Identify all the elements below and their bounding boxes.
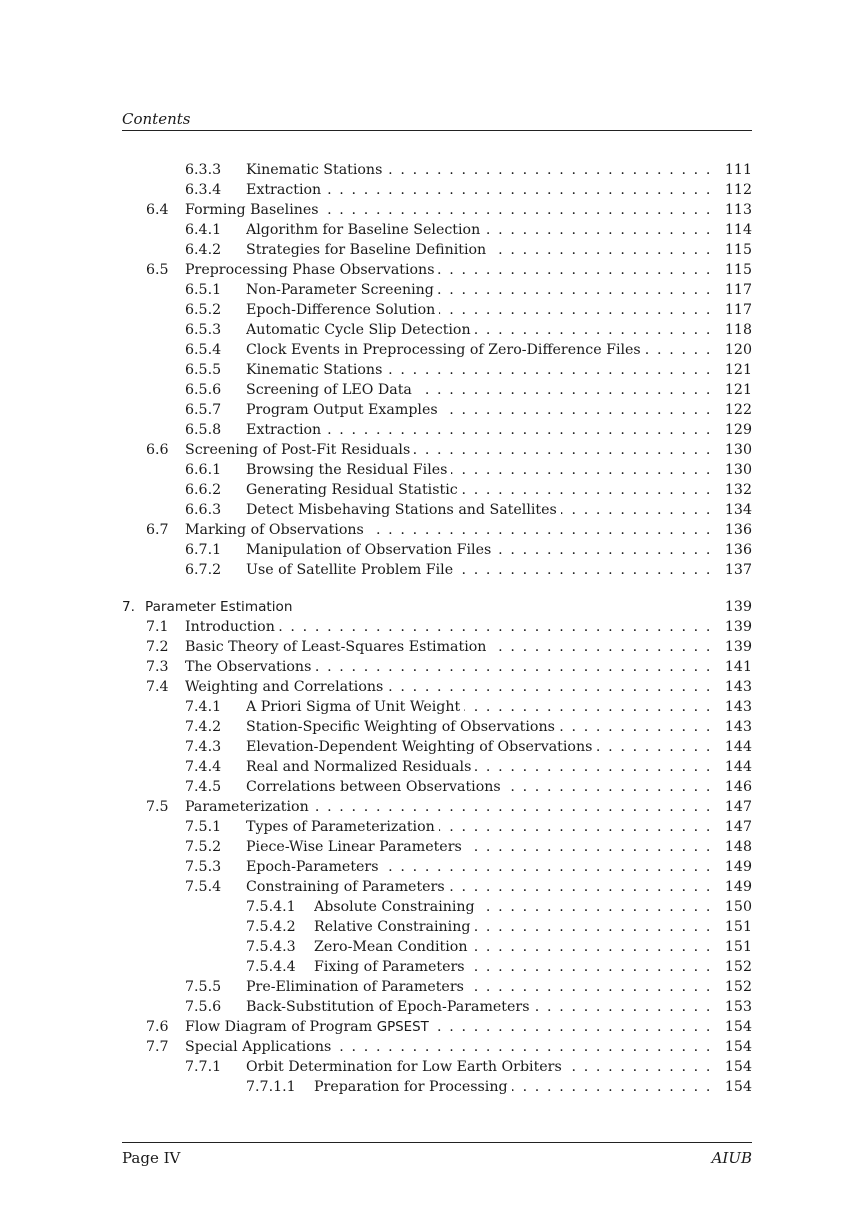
toc-entry-page: 136: [724, 522, 752, 538]
toc-entry-number: 7.4.1: [185, 699, 222, 715]
toc-entry-title-text: Fixing of Parameters: [314, 959, 465, 975]
toc-entry-page: 113: [724, 202, 752, 218]
toc-entry-page: 154: [724, 1039, 752, 1055]
toc-entry[interactable]: [122, 837, 752, 857]
toc-entry[interactable]: [122, 957, 752, 977]
toc-entry[interactable]: [122, 937, 752, 957]
toc-entry-number: 6.7: [146, 522, 169, 538]
toc-entry[interactable]: [122, 977, 752, 997]
toc-entry[interactable]: [122, 380, 752, 400]
toc-entry[interactable]: [122, 560, 752, 580]
toc-entry[interactable]: [122, 717, 752, 737]
toc-entry-title-text: Types of Parameterization: [246, 819, 435, 835]
toc-entry-page: 147: [724, 799, 752, 815]
toc-entry-page: 151: [724, 919, 752, 935]
toc-entry-title: [246, 380, 712, 400]
toc-entry-title-text: Screening of LEO Data: [246, 382, 412, 398]
toc-entry-number: 7.7: [146, 1039, 169, 1055]
toc-entry-page: 130: [724, 442, 752, 458]
toc-entry[interactable]: [122, 200, 752, 220]
toc-entry-title-text: Flow Diagram of Program: [185, 1019, 377, 1035]
toc-entry-number: 6.5.1: [185, 282, 222, 298]
toc-entry[interactable]: [122, 677, 752, 697]
toc-entry[interactable]: [122, 777, 752, 797]
toc-entry-title: [314, 937, 712, 957]
toc-entry-title: [246, 160, 712, 180]
toc-entry-title: [314, 897, 712, 917]
toc-entry-page: 149: [724, 859, 752, 875]
toc-entry-title: [246, 540, 712, 560]
toc-entry-number: 6.4: [146, 202, 169, 218]
toc-entry-page: 152: [724, 959, 752, 975]
toc-entry[interactable]: [122, 737, 752, 757]
toc-entry-number: 6.5.3: [185, 322, 222, 338]
toc-entry-title-text: Use of Satellite Problem File: [246, 562, 454, 578]
toc-entry-number: 7.1: [146, 619, 169, 635]
table-of-contents: [122, 160, 752, 1097]
toc-entry-page: 118: [724, 322, 752, 338]
toc-entry-title-text: The Observations: [185, 659, 312, 675]
toc-entry-title-text: Relative Constraining: [314, 919, 471, 935]
toc-entry-page: 144: [724, 759, 752, 775]
header-rule: [122, 130, 752, 131]
toc-entry-title: [246, 977, 712, 997]
footer-organization: AIUB: [711, 1149, 752, 1167]
toc-entry-number: 6.6: [146, 442, 169, 458]
toc-entry-page: 117: [724, 282, 752, 298]
toc-entry-page: 143: [724, 699, 752, 715]
toc-entry-title-text: Absolute Constraining: [314, 899, 475, 915]
toc-entry-page: 151: [724, 939, 752, 955]
toc-entry[interactable]: [122, 1037, 752, 1057]
toc-entry-number: 7.5: [146, 799, 169, 815]
toc-entry-number: 6.4.2: [185, 242, 222, 258]
toc-entry-title-text: Detect Misbehaving Stations and Satellites: [246, 502, 557, 518]
toc-entry-number: 7.2: [146, 639, 169, 655]
toc-entry-page: 115: [724, 262, 752, 278]
toc-entry-number: 6.4.1: [185, 222, 222, 238]
toc-entry-number: 7.: [122, 599, 135, 615]
toc-entry[interactable]: [122, 440, 752, 460]
toc-entry-number: 7.7.1.1: [246, 1079, 296, 1095]
toc-entry-title-text: Strategies for Baseline Definition: [246, 242, 487, 258]
toc-entry-title: [246, 857, 712, 877]
toc-entry-page: 148: [724, 839, 752, 855]
toc-entry[interactable]: [122, 220, 752, 240]
toc-entry-page: 114: [724, 222, 752, 238]
toc-entry-number: 6.5: [146, 262, 169, 278]
toc-entry-number: 7.6: [146, 1019, 169, 1035]
toc-entry-number: 6.6.3: [185, 502, 222, 518]
toc-entry-page: 136: [724, 542, 752, 558]
toc-entry-title-text: Piece-Wise Linear Parameters: [246, 839, 462, 855]
toc-entry-title: [246, 560, 712, 580]
toc-entry-number: 7.5.4.4: [246, 959, 296, 975]
toc-entry[interactable]: [122, 500, 752, 520]
toc-entry-title-text: Correlations between Observations: [246, 779, 501, 795]
toc-entry-page: 121: [724, 362, 752, 378]
toc-entry-title: [246, 400, 712, 420]
toc-entry-number: 6.5.7: [185, 402, 222, 418]
toc-entry-title: [246, 360, 712, 380]
toc-entry-number: 6.5.4: [185, 342, 222, 358]
toc-entry-number: 6.3.3: [185, 162, 222, 178]
toc-entry-page: 122: [724, 402, 752, 418]
toc-entry-number: 7.5.4: [185, 879, 222, 895]
toc-entry[interactable]: [122, 360, 752, 380]
toc-entry-title: [314, 917, 712, 937]
toc-entry-number: 7.5.4.3: [246, 939, 296, 955]
toc-entry-title: [246, 997, 712, 1017]
toc-entry[interactable]: [122, 697, 752, 717]
toc-entry-title-text: Extraction: [246, 422, 322, 438]
toc-entry-page: 143: [724, 679, 752, 695]
toc-entry-page: 147: [724, 819, 752, 835]
toc-entry-number: 7.4.4: [185, 759, 222, 775]
toc-entry-title-text: Epoch-Parameters: [246, 859, 379, 875]
toc-entry-number: 6.5.5: [185, 362, 222, 378]
toc-entry-title-text: Epoch-Difference Solution: [246, 302, 436, 318]
toc-entry-title-text: Station-Specific Weighting of Observations: [246, 719, 555, 735]
toc-entry-page: 115: [724, 242, 752, 258]
toc-entry[interactable]: [122, 657, 752, 677]
toc-entry-title-text: Marking of Observations: [185, 522, 364, 538]
toc-entry-title-text: Special Applications: [185, 1039, 332, 1055]
toc-entry-page: 129: [724, 422, 752, 438]
toc-entry-number: 6.6.2: [185, 482, 222, 498]
toc-entry-page: 139: [724, 619, 752, 635]
toc-entry-page: 137: [724, 562, 752, 578]
toc-entry-number: 7.3: [146, 659, 169, 675]
toc-entry-page: 149: [724, 879, 752, 895]
toc-entry-number: 7.5.2: [185, 839, 222, 855]
toc-entry-page: 154: [724, 1059, 752, 1075]
toc-chapter-entry[interactable]: [122, 597, 752, 617]
toc-entry-number: 7.5.1: [185, 819, 222, 835]
toc-entry[interactable]: [122, 300, 752, 320]
toc-entry-title: [185, 1037, 712, 1057]
toc-entry[interactable]: [122, 897, 752, 917]
toc-entry[interactable]: [122, 540, 752, 560]
toc-entry-page: 121: [724, 382, 752, 398]
toc-entry-title: [246, 460, 712, 480]
toc-entry[interactable]: [122, 280, 752, 300]
toc-entry-title: [185, 657, 712, 677]
toc-entry-title-text: Pre-Elimination of Parameters: [246, 979, 464, 995]
toc-entry-title: [185, 440, 712, 460]
toc-entry[interactable]: [122, 797, 752, 817]
toc-entry-number: 7.5.5: [185, 979, 222, 995]
toc-entry-title: [246, 500, 712, 520]
toc-entry[interactable]: [122, 1017, 752, 1037]
toc-entry-page: 130: [724, 462, 752, 478]
toc-entry-title-text: Weighting and Correlations: [185, 679, 384, 695]
toc-entry-page: 152: [724, 979, 752, 995]
toc-entry-number: 6.7.1: [185, 542, 222, 558]
toc-entry[interactable]: [122, 757, 752, 777]
toc-entry-title-text: Elevation-Dependent Weighting of Observations: [246, 739, 593, 755]
toc-entry[interactable]: [122, 1057, 752, 1077]
toc-entry-title-text: Automatic Cycle Slip Detection: [246, 322, 471, 338]
toc-entry-title-text: Preparation for Processing: [314, 1079, 508, 1095]
footer-page-number: Page IV: [122, 1149, 181, 1167]
toc-entry-number: 6.5.2: [185, 302, 222, 318]
toc-entry-title: [246, 340, 712, 360]
toc-entry[interactable]: [122, 1077, 752, 1097]
toc-entry-title-text: Manipulation of Observation Files: [246, 542, 492, 558]
toc-entry-title-text: Parameter Estimation: [145, 599, 293, 615]
footer-rule: [122, 1142, 752, 1143]
toc-entry-title: [246, 817, 712, 837]
toc-entry-title: [246, 480, 712, 500]
toc-entry-page: 111: [724, 162, 752, 178]
toc-entry-title-text: Constraining of Parameters: [246, 879, 445, 895]
toc-entry-title-text: Kinematic Stations: [246, 162, 383, 178]
toc-entry-page: 112: [724, 182, 752, 198]
toc-entry[interactable]: [122, 520, 752, 540]
toc-entry-title: [246, 777, 712, 797]
toc-entry-page: 150: [724, 899, 752, 915]
toc-entry-title-text: Orbit Determination for Low Earth Orbiters: [246, 1059, 562, 1075]
toc-entry-title: [185, 260, 712, 280]
toc-entry-number: 7.5.4.1: [246, 899, 296, 915]
toc-entry[interactable]: [122, 340, 752, 360]
toc-entry-page: 120: [724, 342, 752, 358]
toc-entry[interactable]: [122, 460, 752, 480]
toc-entry-title-text: Basic Theory of Least-Squares Estimation: [185, 639, 487, 655]
toc-entry-title: [145, 597, 712, 617]
toc-entry-number: 7.5.6: [185, 999, 222, 1015]
toc-entry-page: 134: [724, 502, 752, 518]
toc-entry-number: 7.5.4.2: [246, 919, 296, 935]
toc-entry-title: [246, 1057, 712, 1077]
toc-entry-page: 153: [724, 999, 752, 1015]
toc-entry-number: 7.4.2: [185, 719, 222, 735]
toc-entry-title-text: Non-Parameter Screening: [246, 282, 434, 298]
toc-entry-title-text: Back-Substitution of Epoch-Parameters: [246, 999, 530, 1015]
toc-entry-title: [185, 520, 712, 540]
toc-entry-title-text: Zero-Mean Condition: [314, 939, 468, 955]
toc-entry[interactable]: [122, 180, 752, 200]
toc-entry-number: 7.4.3: [185, 739, 222, 755]
toc-entry-title: [246, 320, 712, 340]
toc-entry-title-text: Algorithm for Baseline Selection: [246, 222, 481, 238]
running-header-title: Contents: [122, 110, 191, 128]
toc-entry-number: 6.7.2: [185, 562, 222, 578]
toc-entry-title-text: Program Output Examples: [246, 402, 438, 418]
toc-entry-title: [185, 1017, 712, 1038]
toc-entry-title-text: Screening of Post-Fit Residuals: [185, 442, 411, 458]
toc-entry[interactable]: [122, 877, 752, 897]
toc-entry-number: 7.7.1: [185, 1059, 222, 1075]
toc-entry-title: [246, 757, 712, 777]
toc-entry-title: [246, 300, 712, 320]
toc-entry[interactable]: [122, 997, 752, 1017]
toc-entry[interactable]: [122, 400, 752, 420]
toc-entry-title-text: Introduction: [185, 619, 275, 635]
toc-entry-title: [185, 200, 712, 220]
toc-entry-title-text: Preprocessing Phase Observations: [185, 262, 435, 278]
toc-entry[interactable]: [122, 320, 752, 340]
toc-entry-page: 141: [724, 659, 752, 675]
toc-entry-title-text: Extraction: [246, 182, 322, 198]
toc-entry-number: 6.6.1: [185, 462, 222, 478]
toc-entry-title-text: Kinematic Stations: [246, 362, 383, 378]
toc-entry-page: 139: [724, 599, 752, 615]
toc-entry-title: [246, 240, 712, 260]
toc-entry-title: [246, 220, 712, 240]
toc-entry-title: [185, 637, 712, 657]
toc-entry-program-name: GPSEST: [376, 1020, 429, 1035]
toc-entry[interactable]: [122, 420, 752, 440]
toc-entry-title: [246, 837, 712, 857]
toc-entry-title-text: Forming Baselines: [185, 202, 319, 218]
toc-entry-title: [246, 737, 712, 757]
toc-entry-page: 154: [724, 1019, 752, 1035]
toc-entry[interactable]: [122, 617, 752, 637]
toc-entry-title: [246, 420, 712, 440]
toc-entry-number: 6.5.6: [185, 382, 222, 398]
toc-entry[interactable]: [122, 817, 752, 837]
toc-entry[interactable]: [122, 260, 752, 280]
toc-entry-page: 154: [724, 1079, 752, 1095]
toc-entry-number: 7.4.5: [185, 779, 222, 795]
toc-entry-title: [246, 280, 712, 300]
toc-entry-title-text: A Priori Sigma of Unit Weight: [246, 699, 461, 715]
toc-entry-number: 7.5.3: [185, 859, 222, 875]
toc-entry-title: [246, 877, 712, 897]
toc-entry-title: [246, 697, 712, 717]
toc-entry-title: [185, 797, 712, 817]
toc-entry[interactable]: [122, 240, 752, 260]
toc-entry[interactable]: [122, 917, 752, 937]
toc-entry-title: [314, 1077, 712, 1097]
toc-entry-page: 117: [724, 302, 752, 318]
toc-entry-title: [185, 677, 712, 697]
toc-entry-title: [314, 957, 712, 977]
toc-entry-title-text: Real and Normalized Residuals: [246, 759, 472, 775]
toc-entry-number: 7.4: [146, 679, 169, 695]
toc-entry-page: 146: [724, 779, 752, 795]
toc-entry-title: [246, 717, 712, 737]
toc-entry-page: 143: [724, 719, 752, 735]
toc-entry[interactable]: [122, 480, 752, 500]
toc-entry-title: [246, 180, 712, 200]
toc-entry-title-text: Parameterization: [185, 799, 309, 815]
toc-entry-page: 139: [724, 639, 752, 655]
toc-entry-title-text: Clock Events in Preprocessing of Zero-Difference Files: [246, 342, 641, 358]
toc-entry-page: 132: [724, 482, 752, 498]
toc-entry[interactable]: [122, 637, 752, 657]
toc-entry-number: 6.5.8: [185, 422, 222, 438]
toc-entry-title-text: Browsing the Residual Files: [246, 462, 448, 478]
toc-entry[interactable]: [122, 857, 752, 877]
toc-entry[interactable]: [122, 160, 752, 180]
toc-entry-page: 144: [724, 739, 752, 755]
toc-entry-number: 6.3.4: [185, 182, 222, 198]
toc-entry-title-text: Generating Residual Statistic: [246, 482, 458, 498]
toc-entry-title: [185, 617, 712, 637]
